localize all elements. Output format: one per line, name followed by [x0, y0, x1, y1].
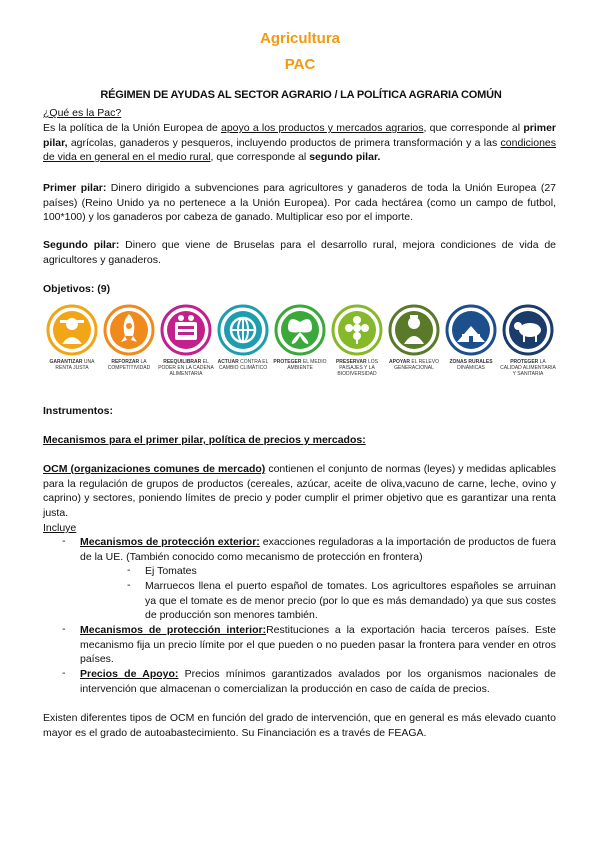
flower-icon [331, 304, 383, 356]
farmer-icon [46, 304, 98, 356]
primer-pilar-paragraph: Primer pilar: Dinero dirigido a subvenciones para agricultores y ganaderos de toda la Unión Europea (27 países) (Reino Unido ya no pertenece a la Unión Europea). Por cada hectárea (como un campo de futbol, 100*100) y los ganaderos por cabeza de ganado. Multiplicar eso por el importe. [43, 182, 556, 224]
list-item-proteccion-exterior: Mecanismos de protección exterior: exacciones reguladoras a la importación de productos de fuera de la UE. (También conocido como mecanismo de protección en frontera) [80, 536, 556, 563]
objective-caption: REEQUILIBRAR EL PODER EN LA CADENA ALIMENTARIA [158, 359, 214, 377]
butterfly-icon [274, 304, 326, 356]
list-item-precios-apoyo: Precios de Apoyo: Precios mínimos garantizados avalados por los organismos nacionales de intervención que almacenan o comercializan la producción en caso de caída de precios. [80, 668, 556, 695]
objective-2 [101, 304, 157, 371]
mecanismos-heading: Mecanismos para el primer pilar, política de precios y mercados: [43, 434, 366, 446]
houses-icon [445, 304, 497, 356]
incluye-label: Incluye [43, 522, 77, 534]
globe-icon [217, 304, 269, 356]
list-dash: - [62, 623, 66, 635]
objective-1 [44, 304, 100, 371]
objective-caption: REFORZAR LA COMPETITIVIDAD [107, 359, 151, 371]
objectives-icon-strip [44, 304, 556, 400]
objective-caption: GARANTIZAR UNA RENTA JUSTA [49, 359, 95, 371]
objective-4 [215, 304, 271, 371]
section-heading: RÉGIMEN DE AYUDAS AL SECTOR AGRARIO / LA POLÍTICA AGRARIA COMÚN [100, 89, 502, 101]
young-farmer-icon [388, 304, 440, 356]
cow-icon [502, 304, 554, 356]
segundo-pilar-paragraph: Segundo pilar: Dinero que viene de Bruselas para el desarrollo rural, mejora condiciones de vida de agricultores y ganaderos. [43, 239, 557, 266]
objective-caption: PRESERVAR LOS PAISAJES Y LA BIODIVERSIDAD [335, 359, 379, 377]
list-dash: - [62, 667, 66, 679]
doc-title: Agricultura [259, 30, 340, 47]
objective-9 [500, 304, 556, 377]
doc-subtitle: PAC [284, 56, 316, 73]
objective-caption: PROTEGER EL MEDIO AMBIENTE [273, 359, 327, 371]
objective-6 [329, 304, 385, 377]
list-item-proteccion-interior: Mecanismos de protección interior:Restituciones a la exportación hacia terceros países. Este mecanismo fija un precio límite por el que pueden o no pueden pasar la frontera para vender en otros países. [80, 624, 556, 666]
objective-caption: PROTEGER LA CALIDAD ALIMENTARIA Y SANITARIA [500, 359, 556, 377]
instrumentos-label: Instrumentos: [43, 405, 114, 417]
intro-paragraph: Es la política de la Unión Europea de apoyo a los productos y mercados agrarios, que corresponde al primer pilar, agrícolas, ganaderos y pesqueros, incluyendo productos de primera transformación y a las condiciones de vida en general en el medio rural, que corresponde al segundo pilar. [43, 122, 556, 164]
objective-3 [158, 304, 214, 377]
intro-question: ¿Qué es la Pac? [43, 107, 122, 119]
objective-8 [443, 304, 499, 371]
sublist-item-ej-tomates: Ej Tomates [145, 565, 197, 577]
list-dash: - [62, 535, 66, 547]
objetivos-label: Objetivos: (9) [43, 283, 111, 295]
sublist-dash: - [127, 579, 131, 591]
objective-caption: APOYAR EL RELEVO GENERACIONAL [389, 359, 439, 371]
sublist-item-marruecos: Marruecos llena el puerto español de tomates. Los agricultores españoles se arruinan ya que el tomate es de menor precio (por lo que es más demandado) ya que sus costes de producción son menores también. [145, 580, 556, 622]
objective-7 [386, 304, 442, 371]
objective-caption: ACTUAR CONTRA EL CAMBIO CLIMÁTICO [217, 359, 269, 371]
objective-caption: ZONAS RURALES DINÁMICAS [449, 359, 493, 371]
sublist-dash: - [127, 564, 131, 576]
ocm-paragraph: OCM (organizaciones comunes de mercado) contienen el conjunto de normas (leyes) y medidas aplicables para la regulación de grupos de productos (cereales, azúcar, aceite de oliva,vacuno de carne, leche, ovino y caprino) y sectores, poniendo límites de precio y poder cumplir el primer objetivo que es garantizar una renta justa. [43, 463, 556, 519]
rocket-icon [103, 304, 155, 356]
objective-5 [272, 304, 328, 371]
closing-paragraph: Existen diferentes tipos de OCM en función del grado de intervención, que en general es más elevado cuanto mayor es el grado de autoabastecimiento. Su Financiación es a través de FEAGA. [43, 712, 556, 739]
scales-icon [160, 304, 212, 356]
